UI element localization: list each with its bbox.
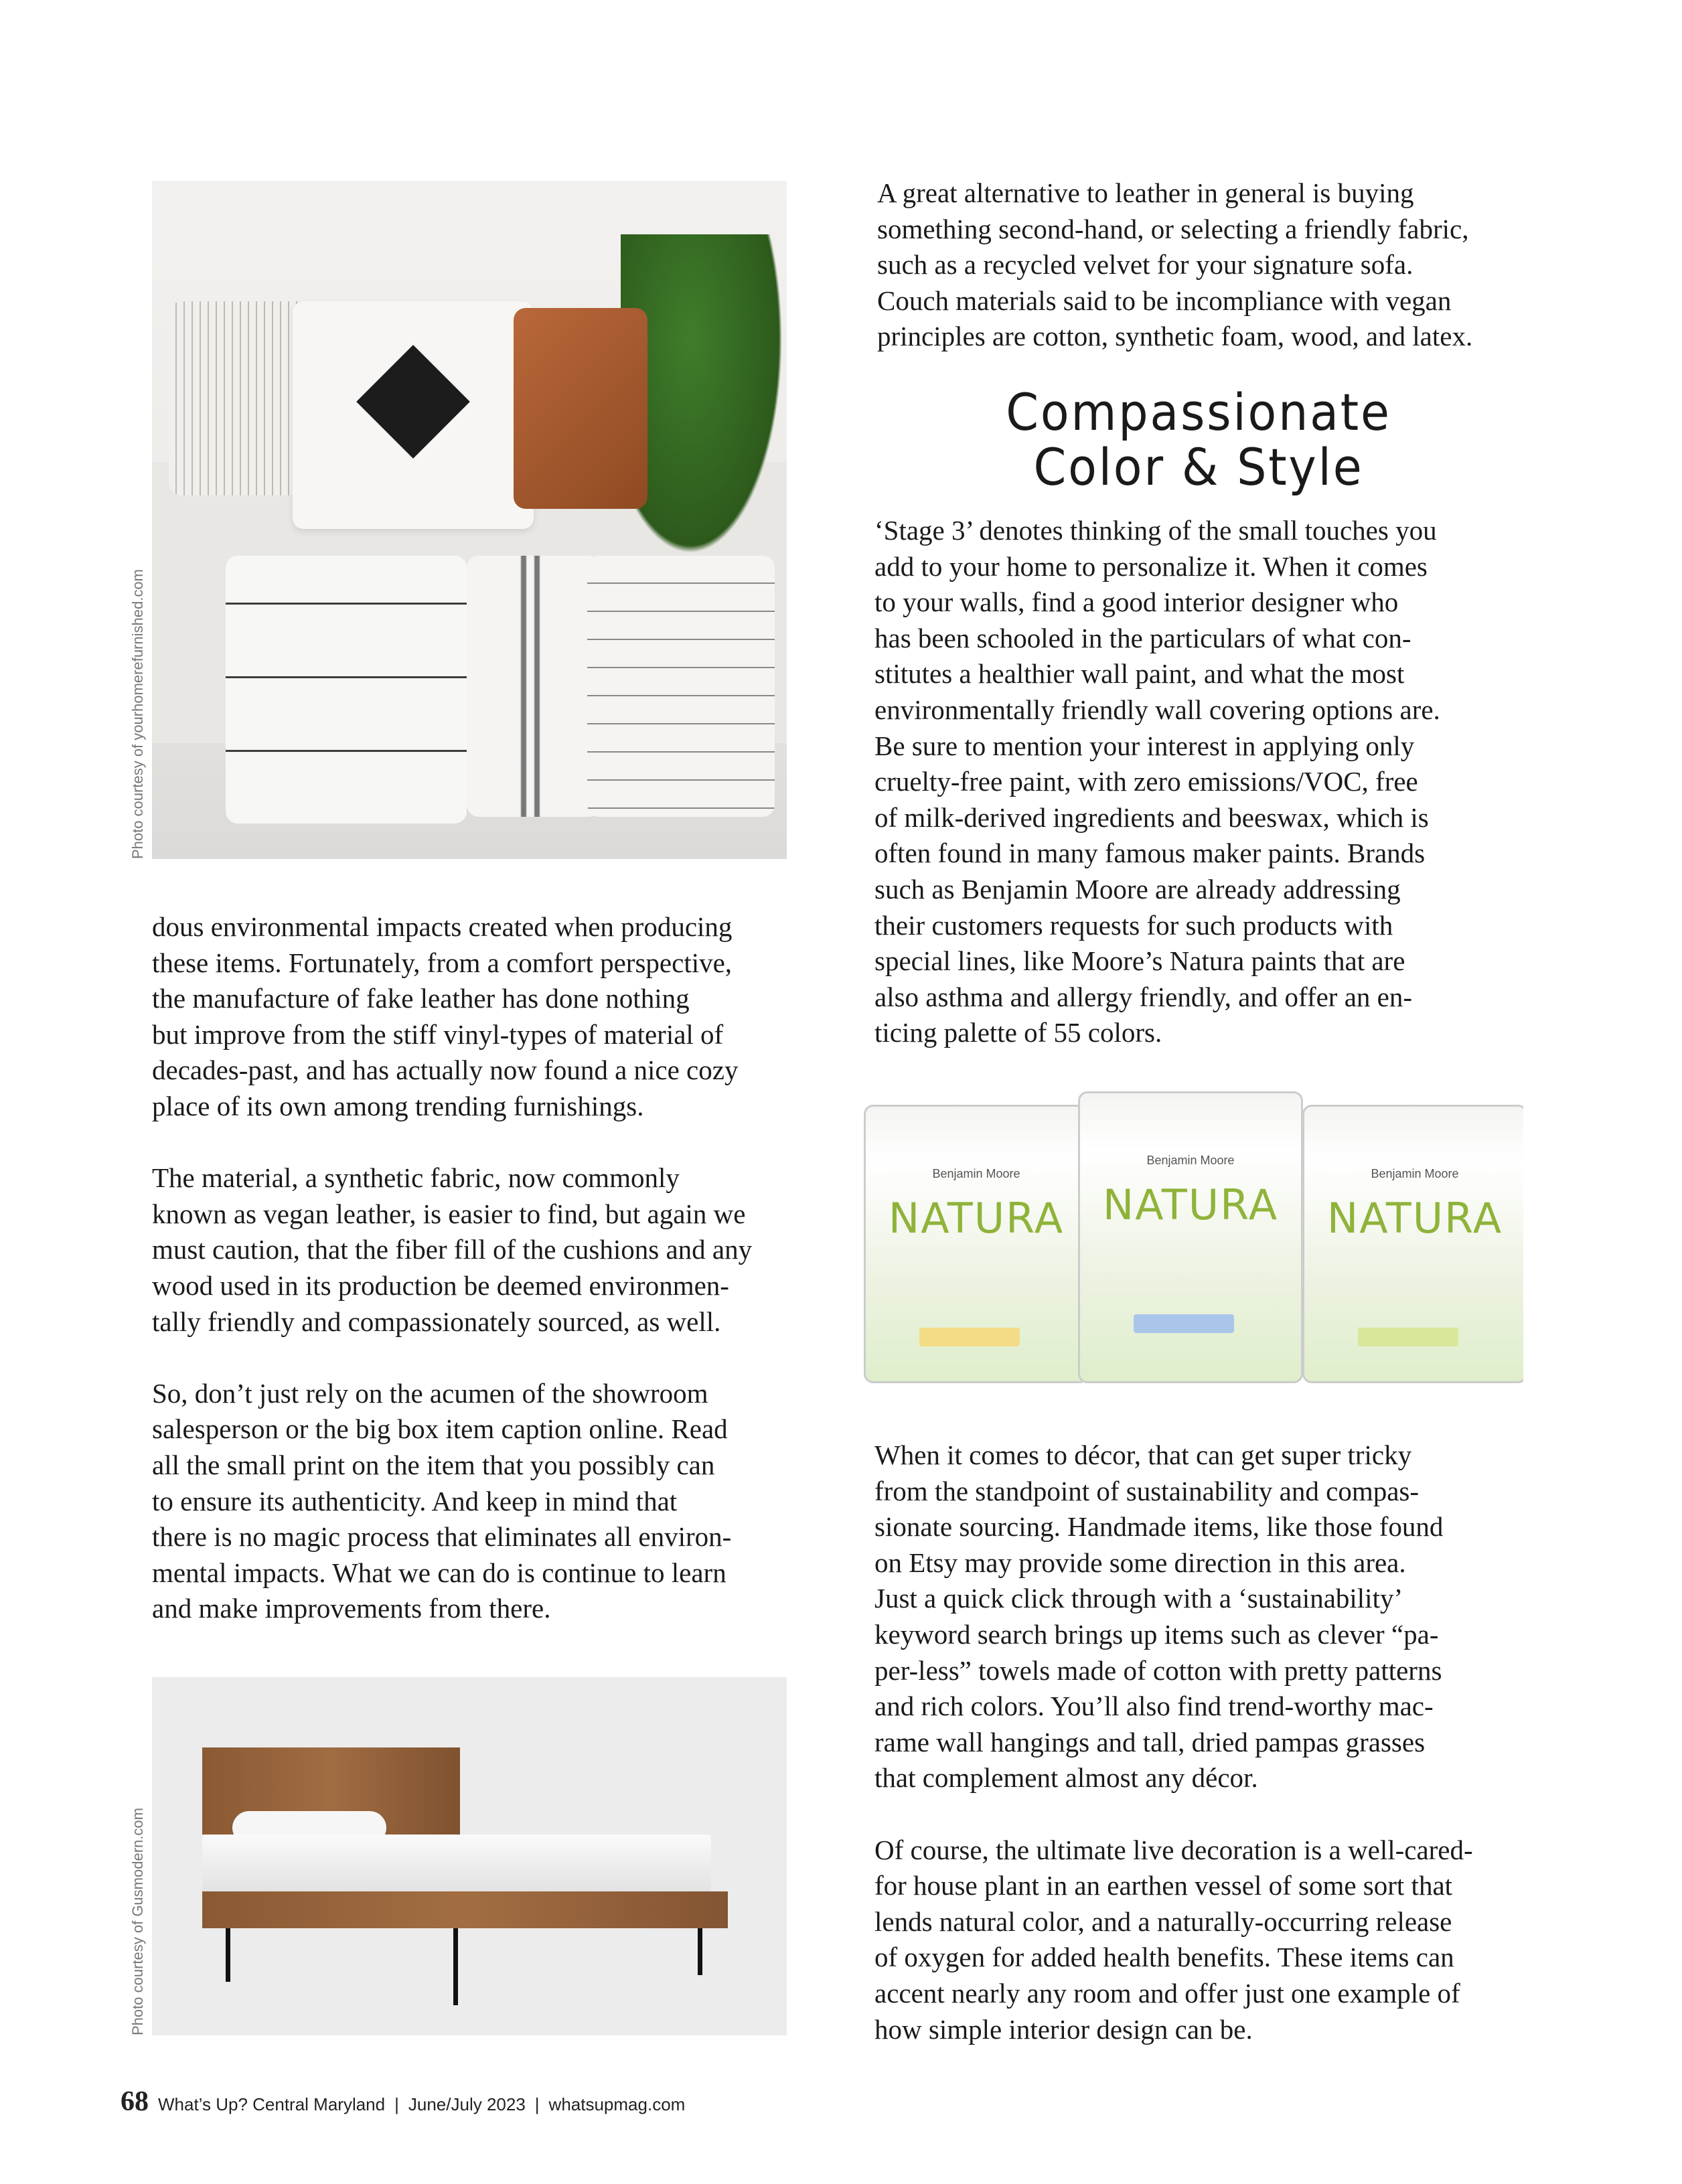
text-line: cruelty-free paint, with zero emissions/VOC, free xyxy=(874,766,1418,797)
text-line: When it comes to décor, that can get super tricky xyxy=(874,1439,1412,1470)
left-column xyxy=(152,909,752,1627)
text-line: there is no magic process that eliminates all environ- xyxy=(152,1521,732,1553)
text-line: has been schooled in the particulars of what con- xyxy=(874,622,1411,653)
section-heading xyxy=(903,382,1494,497)
text-line: environmentally friendly wall covering options are. xyxy=(874,694,1440,725)
text-line: and make improvements from there. xyxy=(152,1593,551,1624)
text-line: decades-past, and has actually now found a nice cozy xyxy=(152,1055,739,1086)
text-line: sionate sourcing. Handmade items, like those found xyxy=(874,1511,1444,1543)
text-line: such as Benjamin Moore are already addressing xyxy=(874,873,1401,905)
publication-name: What’s Up? Central Maryland xyxy=(158,2094,386,2114)
paint-can: Benjamin Moore NATURA xyxy=(1078,1091,1303,1383)
text-line: their customers requests for such products with xyxy=(874,909,1393,941)
photo-credit-pillows: Photo courtesy of yourhomerefurnished.com xyxy=(129,569,146,859)
text-line: ticing palette of 55 colors. xyxy=(874,1017,1162,1048)
right-intro xyxy=(877,175,1472,355)
text-line: keyword search brings up items such as clever “pa- xyxy=(874,1618,1439,1650)
paint-can: Benjamin Moore NATURA xyxy=(1302,1105,1523,1383)
text-line: on Etsy may provide some direction in this area. xyxy=(874,1547,1406,1578)
text-line: for house plant in an earthen vessel of some sort that xyxy=(874,1870,1453,1901)
mattress xyxy=(202,1835,711,1895)
photo-credit-bed: Photo courtesy of Gusmodern.com xyxy=(129,1808,146,2035)
text-line: rame wall hangings and tall, dried pampas grasses xyxy=(874,1726,1426,1758)
paint-cans-photo xyxy=(864,1085,1523,1389)
text-line: but improve from the stiff vinyl-types of material of xyxy=(152,1018,724,1050)
text-line: all the small print on the item that you possibly can xyxy=(152,1449,715,1480)
text-line: the manufacture of fake leather has done nothing xyxy=(152,983,690,1014)
text-line: dous environmental impacts created when producing xyxy=(152,911,733,942)
paragraph xyxy=(152,1160,752,1340)
text-line: place of its own among trending furnishings. xyxy=(152,1090,644,1121)
text-line: A great alternative to leather in general is buying xyxy=(877,177,1414,208)
page-footer xyxy=(121,2086,685,2118)
text-line: special lines, like Moore’s Natura paints that are xyxy=(874,945,1405,977)
text-line: per-less” towels made of cotton with pretty patterns xyxy=(874,1654,1442,1686)
text-line: to ensure its authenticity. And keep in mind that xyxy=(152,1485,678,1516)
website-link[interactable]: whatsupmag.com xyxy=(548,2094,686,2114)
text-line: mental impacts. What we can do is continue to learn xyxy=(152,1557,727,1588)
text-line: known as vegan leather, is easier to find, but again we xyxy=(152,1198,746,1229)
stripe-pillow xyxy=(467,556,601,817)
text-line: Just a quick click through with a ‘sustainability’ xyxy=(874,1583,1403,1614)
pillows-photo xyxy=(152,181,787,859)
heading-line: Color & Style xyxy=(1033,437,1364,497)
right-stage3 xyxy=(874,513,1440,1051)
text-line: wood used in its production be deemed environmen- xyxy=(152,1269,729,1301)
paragraph xyxy=(874,1832,1473,2048)
text-line: Couch materials said to be incompliance with vegan xyxy=(877,285,1452,316)
text-line: something second-hand, or selecting a friendly fabric, xyxy=(877,213,1469,244)
text-line: of milk-derived ingredients and beeswax, which is xyxy=(874,801,1429,833)
text-line: must caution, that the fiber fill of the cushions and any xyxy=(152,1234,753,1265)
text-line: The material, a synthetic fabric, now commonly xyxy=(152,1162,680,1194)
separator: | xyxy=(394,2094,399,2114)
separator: | xyxy=(534,2094,540,2114)
issue-date: June/July 2023 xyxy=(408,2094,526,2114)
paragraph xyxy=(152,909,752,1125)
dash-pillow xyxy=(226,556,467,824)
leather-pillow xyxy=(514,308,647,509)
chevron-pillow xyxy=(587,556,775,817)
text-line: also asthma and allergy friendly, and offer an en- xyxy=(874,981,1413,1012)
paint-can: Benjamin Moore NATURA xyxy=(864,1105,1089,1383)
text-line: lends natural color, and a naturally-occurring release xyxy=(874,1905,1452,1937)
text-line: from the standpoint of sustainability and compas- xyxy=(874,1475,1420,1506)
text-line: accent nearly any room and offer just one example of xyxy=(874,1977,1460,2009)
text-line: salesperson or the big box item caption online. Read xyxy=(152,1413,728,1445)
paragraph xyxy=(874,1437,1473,1796)
text-line: So, don’t just rely on the acumen of the showroom xyxy=(152,1377,708,1409)
text-line: that complement almost any décor. xyxy=(874,1762,1258,1794)
paragraph xyxy=(152,1376,752,1627)
text-line: Of course, the ultimate live decoration is a well-cared- xyxy=(874,1834,1473,1865)
text-line: how simple interior design can be. xyxy=(874,2013,1253,2045)
right-decor xyxy=(874,1437,1473,2047)
bed-leg xyxy=(226,1928,230,1982)
aztec-pillow xyxy=(293,301,534,529)
bed-frame xyxy=(202,1891,728,1928)
text-line: stitutes a healthier wall paint, and what the most xyxy=(874,658,1405,690)
paragraph xyxy=(877,175,1472,355)
bed-leg xyxy=(698,1928,702,1975)
page-number: 68 xyxy=(121,2086,149,2117)
paragraph xyxy=(874,513,1440,1051)
text-line: tally friendly and compassionately sourced, as well. xyxy=(152,1306,721,1337)
text-line: often found in many famous maker paints. Brands xyxy=(874,838,1426,869)
text-line: Be sure to mention your interest in applying only xyxy=(874,730,1415,761)
text-line: these items. Fortunately, from a comfort perspective, xyxy=(152,947,733,978)
text-line: and rich colors. You’ll also find trend-worthy mac- xyxy=(874,1691,1434,1722)
text-line: to your walls, find a good interior designer who xyxy=(874,587,1399,618)
bed-photo xyxy=(152,1677,787,2035)
text-line: of oxygen for added health benefits. These items can xyxy=(874,1942,1454,1973)
text-line: ‘Stage 3’ denotes thinking of the small touches you xyxy=(874,515,1437,546)
text-line: add to your home to personalize it. When it comes xyxy=(874,550,1428,582)
text-line: such as a recycled velvet for your signature sofa. xyxy=(877,249,1413,281)
bed-leg xyxy=(453,1928,458,2005)
heading-line: Compassionate xyxy=(1006,382,1391,442)
text-line: principles are cotton, synthetic foam, wood, and latex. xyxy=(877,321,1473,352)
